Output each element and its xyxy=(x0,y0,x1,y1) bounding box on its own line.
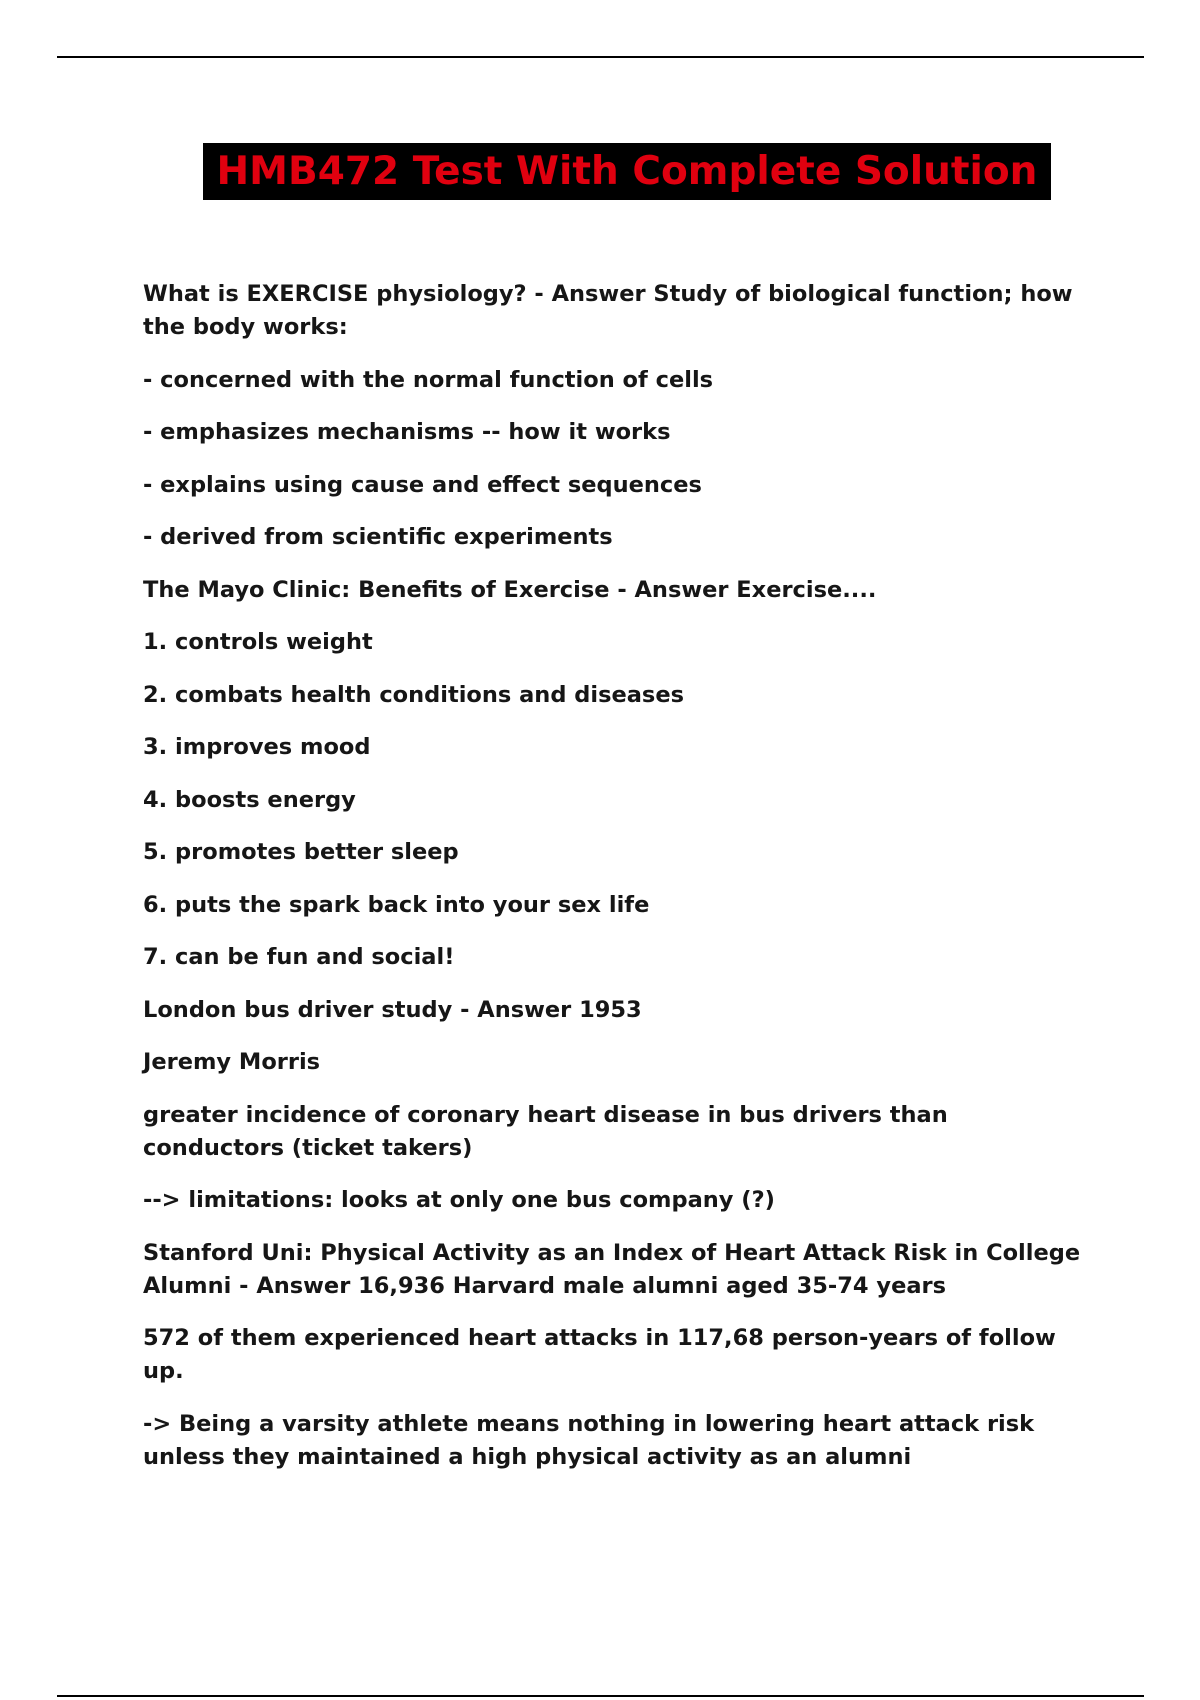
paragraph-answer-line: --> limitations: looks at only one bus company (?) xyxy=(143,1187,775,1213)
document-title: HMB472 Test With Complete Solution xyxy=(216,149,1038,194)
title-box xyxy=(203,143,1051,200)
paragraph-question-london-bus: London bus driver study - Answer 1953 xyxy=(143,996,642,1023)
paragraph-bullet: - emphasizes mechanisms -- how it works xyxy=(143,419,671,445)
top-divider xyxy=(57,56,1144,58)
paragraph-list-item: 2. combats health conditions and diseases xyxy=(143,681,684,708)
paragraph-question-stanford: Stanford Uni: Physical Activity as an Index of Heart Attack Risk in College Alumni - Answer 16,936 Harvard male alumni aged 35-74 years xyxy=(143,1239,1081,1299)
paragraph-list-item: 5. promotes better sleep xyxy=(143,839,459,865)
paragraph-question-exercise-physiology: What is EXERCISE physiology? - Answer Study of biological function; how the body works: xyxy=(143,281,1073,340)
paragraph-answer-line: greater incidence of coronary heart disease in bus drivers than conductors (ticket takers) xyxy=(143,1101,948,1161)
paragraph-answer-line: 572 of them experienced heart attacks in 117,68 person-years of follow up. xyxy=(143,1325,1056,1384)
paragraph-answer-line: -> Being a varsity athlete means nothing in lowering heart attack risk unless they maintained a high physical activity as an alumni xyxy=(143,1410,1035,1470)
paragraph-list-item: 4. boosts energy xyxy=(143,786,356,813)
title-banner xyxy=(0,143,1200,200)
paragraph-bullet: - derived from scientific experiments xyxy=(143,524,613,550)
paragraph-bullet: - explains using cause and effect sequences xyxy=(143,471,702,498)
paragraph-list-item: 1. controls weight xyxy=(143,629,373,655)
document-body xyxy=(143,278,1093,1493)
paragraph-list-item: 7. can be fun and social! xyxy=(143,944,455,970)
paragraph-question-mayo-clinic: The Mayo Clinic: Benefits of Exercise - Answer Exercise.... xyxy=(143,576,877,603)
paragraph-list-item: 3. improves mood xyxy=(143,734,371,760)
paragraph-list-item: 6. puts the spark back into your sex life xyxy=(143,891,650,918)
bottom-divider xyxy=(57,1695,1144,1697)
paragraph-answer-line: Jeremy Morris xyxy=(143,1049,321,1075)
paragraph-bullet: - concerned with the normal function of cells xyxy=(143,366,714,393)
